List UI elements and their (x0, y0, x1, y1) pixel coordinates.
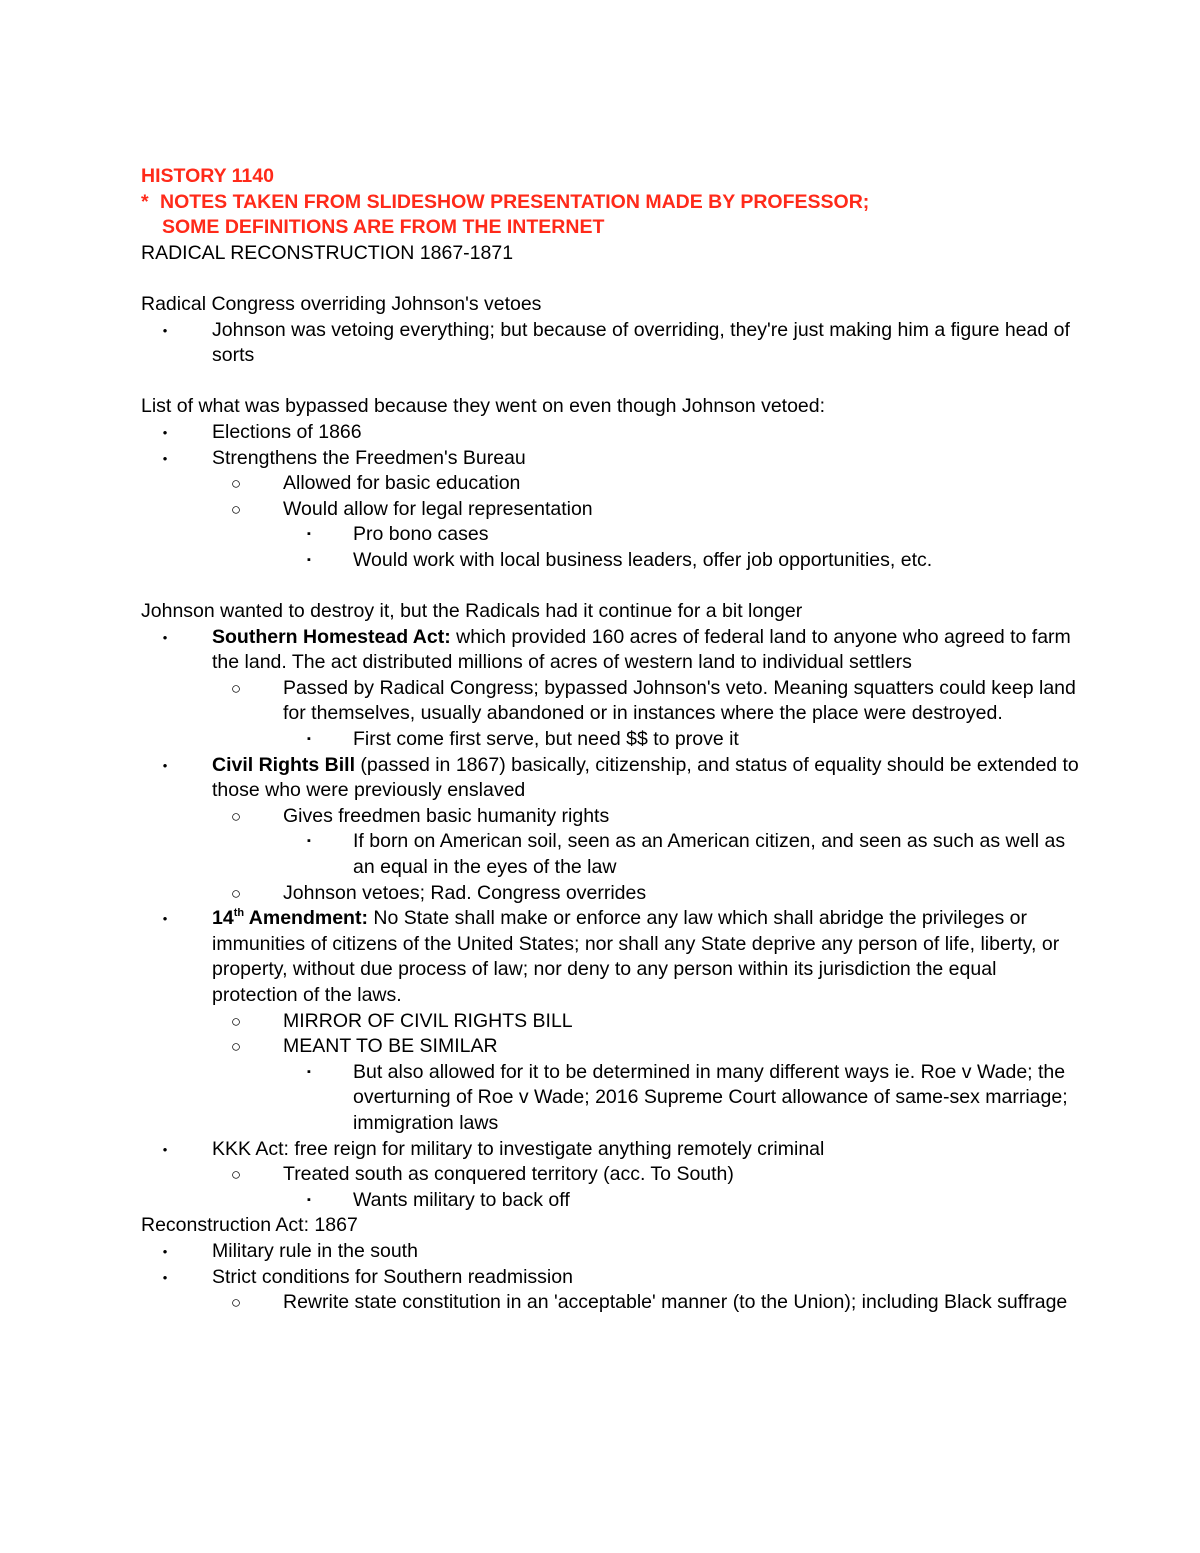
list-item-text: No State shall make or enforce any law which shall abridge the privileges or immunities of citizens of the United States; nor shall any State deprive any person of life, liberty, or property, without due process of law; nor deny to any person within its jurisdiction the equal protection of the laws. (212, 907, 1060, 1006)
list-item-text: Would allow for legal representation (283, 497, 593, 520)
source-note (141, 190, 1080, 216)
course-title: HISTORY 1140 (141, 165, 274, 187)
list-item (141, 471, 1080, 497)
list-item-text: Strict conditions for Southern readmission (212, 1265, 573, 1288)
list-item-text: Pro bono cases (353, 523, 489, 546)
list-item (141, 676, 1080, 727)
list-item (141, 1290, 1080, 1316)
list-item (141, 625, 1080, 676)
note-line-2: SOME DEFINITIONS ARE FROM THE INTERNET (162, 216, 605, 239)
list-item (141, 1162, 1080, 1188)
square-bullet-icon: ▪ (307, 528, 311, 541)
section-heading: Reconstruction Act: 1867 (141, 1214, 358, 1237)
list-item-text: Johnson vetoes; Rad. Congress overrides (283, 881, 647, 904)
bullet-icon: • (162, 629, 168, 645)
list-item-text: If born on American soil, seen as an American citizen, and seen as such as well as an equal in the eyes of the law (353, 830, 1066, 879)
circle-bullet-icon: ○ (230, 678, 242, 698)
list-item-text: Allowed for basic education (283, 472, 521, 495)
list-item-text: Strengthens the Freedmen's Bureau (212, 446, 526, 469)
list-item (141, 753, 1080, 804)
list-item (141, 522, 1080, 548)
list-item-text: Rewrite state constitution in an 'acceptable' manner (to the Union); including Black suffrage (283, 1291, 1068, 1314)
circle-bullet-icon: ○ (230, 806, 242, 826)
amendment-label: Amendment: (244, 907, 368, 930)
circle-bullet-icon: ○ (230, 1011, 242, 1031)
list-item (141, 318, 1080, 369)
list-item-text: Gives freedmen basic humanity rights (283, 804, 610, 827)
circle-bullet-icon: ○ (230, 1293, 242, 1313)
list-item (141, 446, 1080, 472)
list-item-text: Would work with local business leaders, offer job opportunities, etc. (353, 548, 933, 571)
list-item (141, 1137, 1080, 1163)
square-bullet-icon: ▪ (307, 1193, 311, 1206)
list-item (141, 548, 1080, 574)
square-bullet-icon: ▪ (307, 553, 311, 566)
list-item-text: Military rule in the south (212, 1239, 418, 1262)
bullet-icon: • (162, 911, 168, 927)
list-item (141, 881, 1080, 907)
list-item-text: which provided 160 acres of federal land to anyone who agreed to farm the land. The act distributed millions of acres of western land to individual settlers (212, 625, 1071, 674)
note-asterisk: * (141, 190, 149, 213)
square-bullet-icon: ▪ (307, 835, 311, 848)
term-southern-homestead-act: Southern Homestead Act: (212, 625, 451, 648)
bullet-icon: • (162, 424, 168, 440)
list-item (141, 1239, 1080, 1265)
list-item-text: Passed by Radical Congress; bypassed Johnson's veto. Meaning squatters could keep land for themselves, usually abandoned or in instances where the place were destroyed. (283, 676, 1076, 725)
list-item-text: Johnson was vetoing everything; but because of overriding, they're just making him a figure head of sorts (212, 318, 1070, 367)
list-item (141, 804, 1080, 830)
list-item-text: MIRROR OF CIVIL RIGHTS BILL (283, 1009, 573, 1032)
list-item-text: Elections of 1866 (212, 420, 362, 443)
list-item (141, 906, 1080, 1008)
list-item (141, 420, 1080, 446)
amendment-number: 14 (212, 907, 234, 930)
list-item-text: MEANT TO BE SIMILAR (283, 1035, 498, 1058)
square-bullet-icon: ▪ (307, 1065, 311, 1078)
circle-bullet-icon: ○ (230, 1037, 242, 1057)
list-item (141, 829, 1080, 880)
list-item (141, 497, 1080, 523)
circle-bullet-icon: ○ (230, 499, 242, 519)
term-14th-amendment (212, 907, 368, 929)
note-line-1: NOTES TAKEN FROM SLIDESHOW PRESENTATION MADE BY PROFESSOR; (160, 190, 870, 213)
topic-heading: RADICAL RECONSTRUCTION 1867-1871 (141, 241, 514, 264)
bullet-icon: • (162, 1141, 168, 1157)
term-civil-rights-bill: Civil Rights Bill (212, 753, 356, 776)
list-item (141, 1034, 1080, 1060)
list-item-text: But also allowed for it to be determined in many different ways ie. Roe v Wade; the overturning of Roe v Wade; 2016 Supreme Court allowance of same-sex marriage; immigration laws (353, 1060, 1068, 1134)
list-item (141, 727, 1080, 753)
ordinal-suffix: th (233, 907, 245, 920)
list-item-text: KKK Act: free reign for military to investigate anything remotely criminal (212, 1137, 825, 1160)
bullet-icon: • (162, 757, 168, 773)
list-item-text: Wants military to back off (353, 1188, 570, 1211)
list-item (141, 1188, 1080, 1214)
list-item (141, 1265, 1080, 1291)
circle-bullet-icon: ○ (230, 883, 242, 903)
list-item (141, 1009, 1080, 1035)
section-heading: Johnson wanted to destroy it, but the Radicals had it continue for a bit longer (141, 600, 803, 623)
section-heading: Radical Congress overriding Johnson's vetoes (141, 292, 542, 315)
bullet-icon: • (162, 1269, 168, 1285)
square-bullet-icon: ▪ (307, 733, 311, 746)
section-heading: List of what was bypassed because they went on even though Johnson vetoed: (141, 395, 826, 418)
list-item-text: First come first serve, but need $$ to prove it (353, 728, 739, 751)
list-item-text: (passed in 1867) basically, citizenship, and status of equality should be extended to those who were previously enslaved (212, 753, 1079, 802)
circle-bullet-icon: ○ (230, 474, 242, 494)
circle-bullet-icon: ○ (230, 1165, 242, 1185)
list-item (141, 1060, 1080, 1137)
list-item-text: Treated south as conquered territory (acc. To South) (283, 1163, 734, 1186)
bullet-icon: • (162, 1243, 168, 1259)
bullet-icon: • (162, 450, 168, 466)
bullet-icon: • (162, 322, 168, 338)
